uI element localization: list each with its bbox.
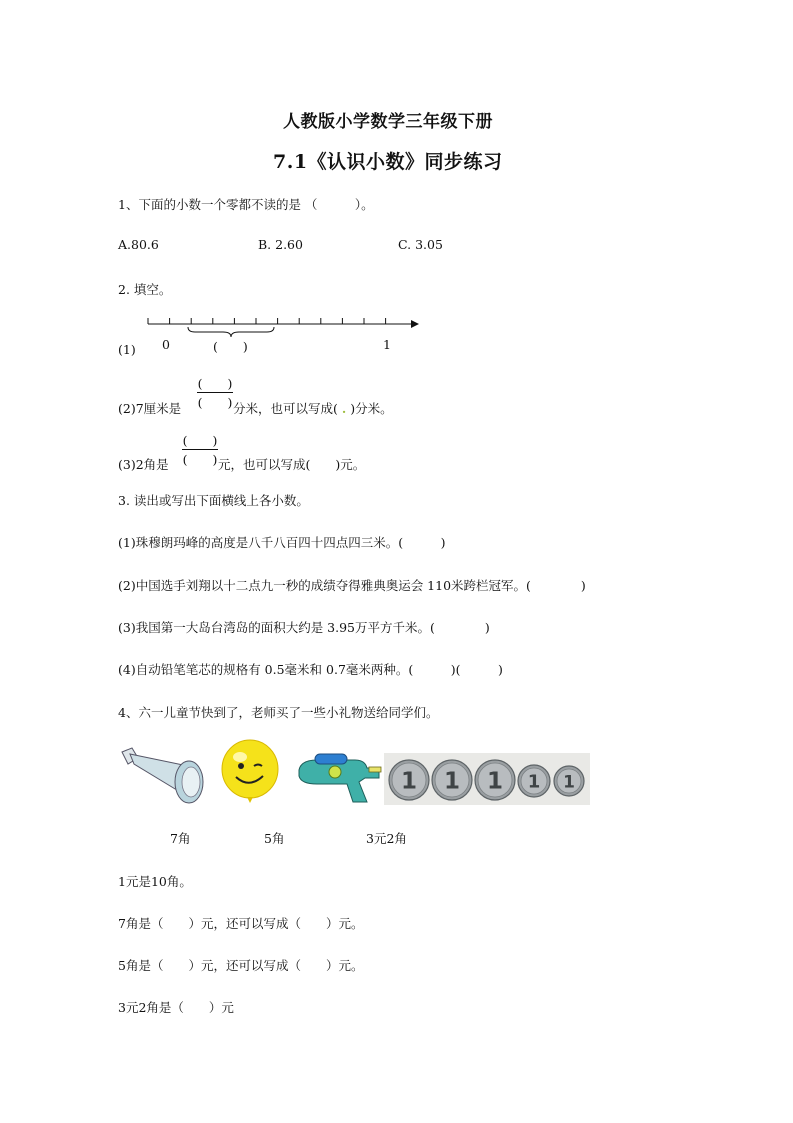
- q2-part3-prefix: (3)2角是: [118, 457, 169, 472]
- q2-part2-fraction: [195, 374, 235, 411]
- question-1: 1、下面的小数一个零都不读的是 （ ）。: [118, 197, 374, 212]
- horn-icon: [118, 744, 210, 806]
- coin-row: [389, 758, 589, 805]
- coin-value-label: 1: [400, 768, 418, 795]
- q2-part2-prefix: (2)7厘米是: [118, 401, 182, 416]
- q4-line-2: 7角是（ ）元，还可以写成（ ）元。: [118, 916, 364, 931]
- coin-value-label: 1: [486, 768, 504, 795]
- q2-part2-decimal-dot: .: [341, 401, 347, 416]
- coin-icon: [475, 760, 515, 800]
- q2-part2-mid: 分米，也可以写成(: [233, 401, 338, 416]
- q3-item-4: (4)自动铅笔笔芯的规格有 0.5毫米和 0.7毫米两种。( )( ): [118, 662, 503, 677]
- question-4: 4、六一儿童节快到了，老师买了一些小礼物送给同学们。: [118, 705, 439, 720]
- q3-item-1: (1)珠穆朗玛峰的高度是八千八百四十四点四三米。( ): [118, 535, 446, 550]
- q4-line-1: 1元是10角。: [118, 874, 192, 889]
- page-subtitle: 7.1《认识小数》同步练习: [273, 151, 503, 173]
- q4-line-3: 5角是（ ）元，还可以写成（ ）元。: [118, 958, 364, 973]
- question-3: 3. 读出或写出下面横线上各小数。: [118, 493, 309, 508]
- q2-part2-denominator: ( ): [197, 395, 233, 410]
- number-line-brace: [188, 327, 274, 337]
- option-a: A.80.6: [118, 237, 159, 252]
- q2-part2-rest: [233, 399, 393, 417]
- q2-part3-fraction: [180, 431, 220, 468]
- coins-group: [389, 758, 589, 802]
- q2-part1-label: (1): [118, 342, 136, 357]
- q2-part3-denominator: ( ): [182, 452, 218, 467]
- number-line-ticks: [148, 318, 386, 324]
- q2-part2-suffix: )分米。: [350, 401, 393, 416]
- smiley-balloon-icon: [220, 739, 284, 805]
- coin-value-label: 1: [443, 768, 461, 795]
- q3-item-2: (2)中国选手刘翔以十二点九一秒的成绩夺得雅典奥运会 110米跨栏冠军。( ): [118, 578, 586, 593]
- coin-value-label: 1: [563, 772, 575, 793]
- water-gun-icon: [295, 748, 383, 806]
- coin-icon: [554, 766, 584, 796]
- q3-item-3: (3)我国第一大岛台湾岛的面积大约是 3.95万平方千米。( ): [118, 620, 490, 635]
- coin-icon: [432, 760, 472, 800]
- number-line: [145, 312, 445, 342]
- number-line-blank: ( ): [213, 339, 248, 354]
- price-horn: 7角: [170, 831, 191, 846]
- q2-part3-numerator: ( ): [182, 433, 218, 448]
- q2-part2-numerator: ( ): [197, 376, 233, 391]
- option-b: B. 2.60: [258, 237, 303, 252]
- page-title: 人教版小学数学三年级下册: [283, 112, 493, 132]
- q2-part3-rest: 元，也可以写成( )元。: [218, 457, 366, 472]
- option-c: C. 3.05: [398, 237, 443, 252]
- number-line-end-label: 1: [383, 337, 391, 352]
- coin-icon: [518, 765, 550, 797]
- coin-value-label: 1: [527, 771, 541, 793]
- number-line-start-label: 0: [162, 337, 170, 352]
- question-2: 2. 填空。: [118, 282, 172, 297]
- price-balloon: 5角: [264, 831, 285, 846]
- price-water-gun: 3元2角: [366, 831, 407, 846]
- coin-icon: [389, 760, 429, 800]
- q4-line-4: 3元2角是（ ）元: [118, 1000, 234, 1015]
